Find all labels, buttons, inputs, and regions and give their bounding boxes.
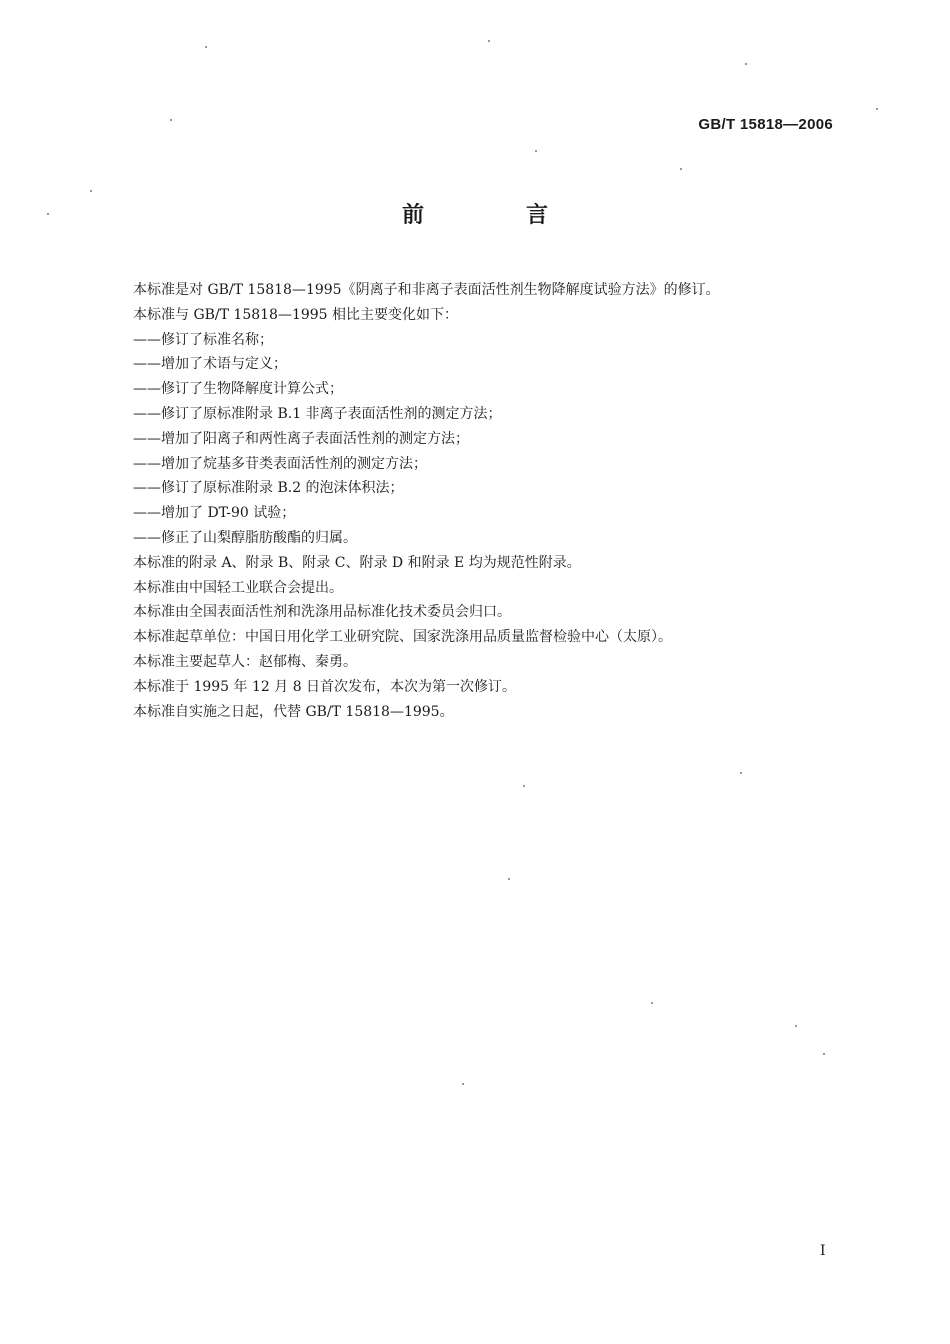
paragraph-line: 本标准起草单位：中国日用化学工业研究院、国家洗涤用品质量监督检验中心（太原）。 <box>133 629 672 646</box>
change-list-item: ——修订了原标准附录 B.2 的泡沫体积法； <box>133 480 404 497</box>
paragraph-line: 本标准主要起草人：赵郁梅、秦勇。 <box>133 653 357 670</box>
page-title: 前 言 <box>401 203 588 228</box>
scan-speck <box>535 150 537 152</box>
scan-speck <box>823 1053 825 1055</box>
paragraph-line: 本标准于 1995 年 12 月 8 日首次发布，本次为第一次修订。 <box>133 678 517 695</box>
paragraph-line: 本标准的附录 A、附录 B、附录 C、附录 D 和附录 E 均为规范性附录。 <box>133 554 581 571</box>
change-list-item: ——增加了阳离子和两性离子表面活性剂的测定方法； <box>133 430 469 447</box>
change-list-item: ——修正了山梨醇脂肪酸酯的归属。 <box>133 529 357 546</box>
scan-speck <box>745 63 747 65</box>
change-list-item: ——增加了 DT-90 试验； <box>133 505 296 522</box>
change-list-item: ——增加了术语与定义； <box>133 356 287 373</box>
scan-speck <box>876 108 878 110</box>
standard-code: GB/T 15818—2006 <box>698 116 833 133</box>
change-list-item: ——修订了生物降解度计算公式； <box>133 381 343 398</box>
scan-speck <box>508 878 510 880</box>
foreword-body <box>133 278 833 724</box>
scan-speck <box>90 190 92 192</box>
scan-speck <box>488 40 490 42</box>
paragraph-line: 本标准与 GB/T 15818—1995 相比主要变化如下： <box>133 306 459 323</box>
scan-speck <box>740 772 742 774</box>
paragraph-line: 本标准由中国轻工业联合会提出。 <box>133 579 343 596</box>
page-number: I <box>820 1243 826 1259</box>
paragraph-line: 本标准由全国表面活性剂和洗涤用品标准化技术委员会归口。 <box>133 604 511 621</box>
change-list-item: ——修订了标准名称； <box>133 331 273 348</box>
scan-speck <box>47 213 49 215</box>
scan-speck <box>462 1083 464 1085</box>
scan-speck <box>795 1025 797 1027</box>
scan-speck <box>170 119 172 121</box>
change-list-item: ——增加了烷基多苷类表面活性剂的测定方法； <box>133 455 427 472</box>
scan-speck <box>680 168 682 170</box>
change-list-item: ——修订了原标准附录 B.1 非离子表面活性剂的测定方法； <box>133 405 502 422</box>
scan-speck <box>205 46 207 48</box>
scan-speck <box>523 785 525 787</box>
paragraph-line: 本标准自实施之日起，代替 GB/T 15818—1995。 <box>133 703 454 720</box>
scan-speck <box>651 1002 653 1004</box>
paragraph-line: 本标准是对 GB/T 15818—1995《阴离子和非离子表面活性剂生物降解度试验方法》的修订。 <box>133 282 720 298</box>
